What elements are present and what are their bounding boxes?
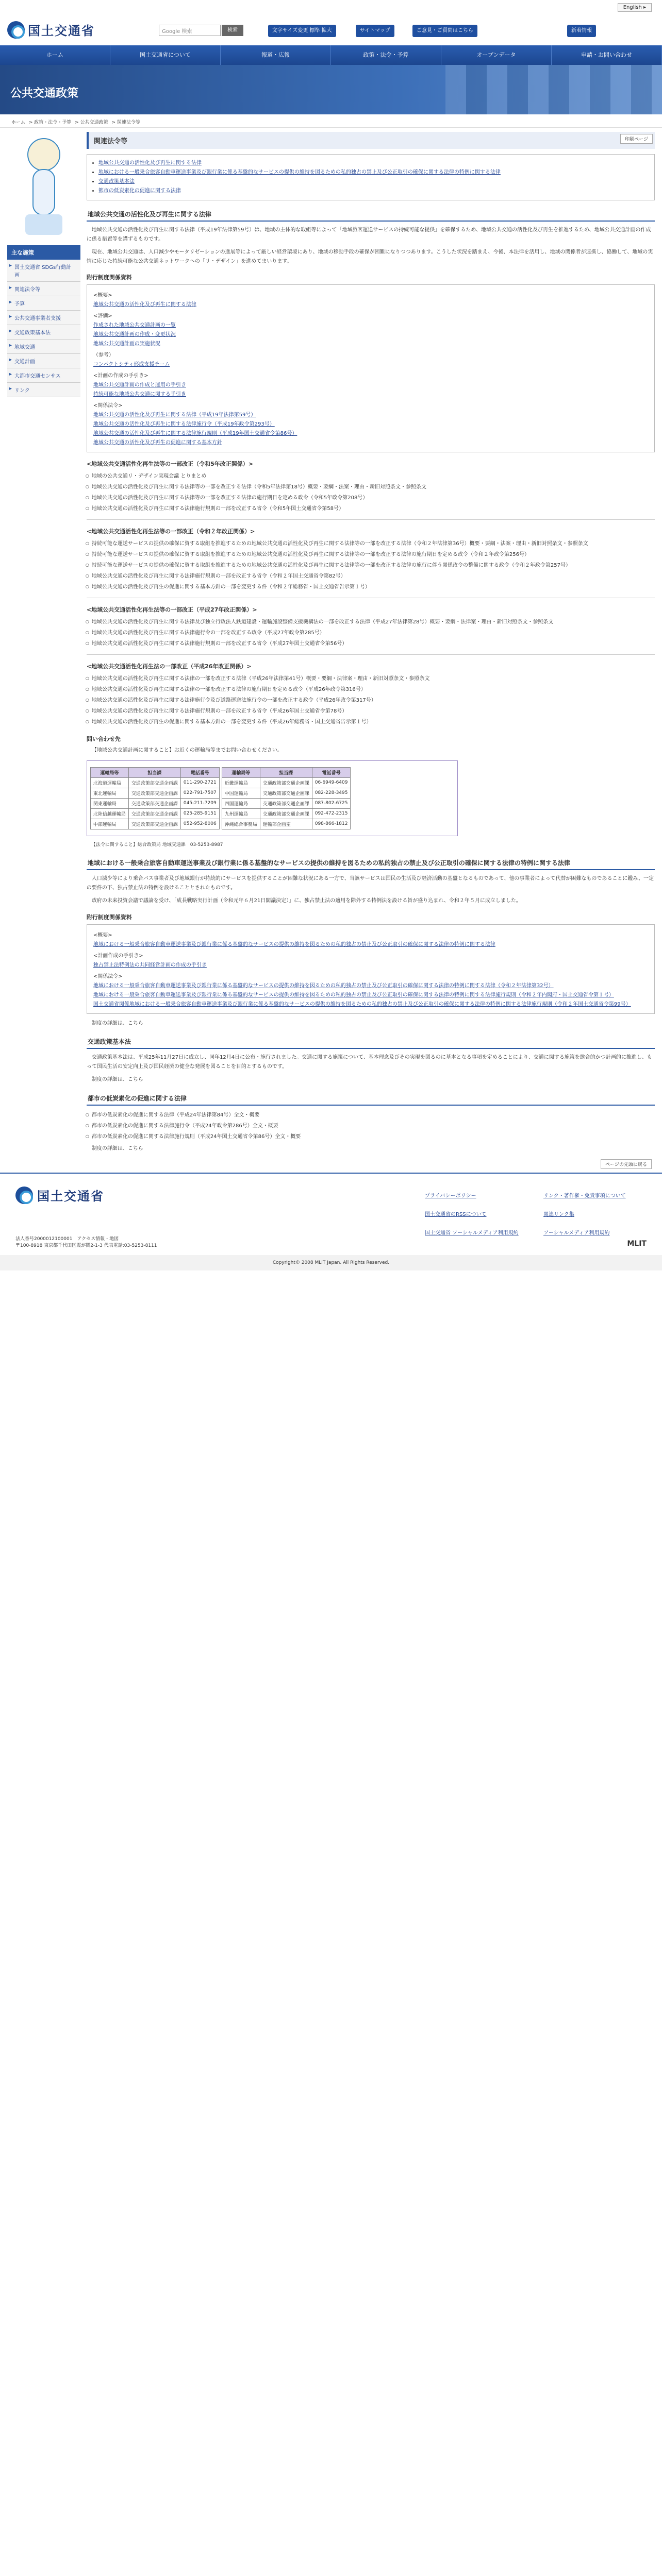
- site-header: [0, 15, 662, 45]
- section-title: 地域公共交通の活性化及び再生に関する法律: [87, 208, 655, 222]
- contact-table-left: [90, 767, 220, 829]
- resource-box: [87, 924, 655, 1014]
- subsection-title: 附行制度関係資料: [86, 274, 132, 281]
- list-item[interactable]: ○ 持続可能な運送サービスの提供の確保に資する取組を推進するための地域公共交通の活性化及び再生に関する法律等の一部を改正する法律の施行に伴う関係政令の整備に関する政令（令和２年政令第257号）: [87, 560, 655, 571]
- table-cell: 交通政策部交通企画課: [260, 808, 312, 819]
- table-row: [90, 808, 219, 819]
- mlit-logo-icon: [15, 1187, 33, 1204]
- search-button[interactable]: 検索: [222, 25, 243, 36]
- table-cell: 098-866-1812: [312, 819, 351, 829]
- box-label: <関係法令>: [93, 973, 123, 979]
- gnav-opendata[interactable]: オープンデータ: [441, 45, 552, 65]
- table-cell: 交通政策部交通企画課: [128, 808, 180, 819]
- list-item[interactable]: ○ 地域の公共交通リ・デザイン実現会議 とりまとめ: [87, 471, 655, 482]
- page-root: [0, 0, 662, 1270]
- footer-link[interactable]: 国土交通省 ソーシャルメディア利用規約: [425, 1230, 519, 1236]
- box-label: （参考）: [93, 352, 114, 358]
- site-footer: [0, 1162, 662, 1255]
- footer-address: 法人番号2000012100001 アクセス情報・地図: [15, 1236, 119, 1242]
- global-nav: [0, 45, 662, 65]
- section-paragraph: 政府の未来投資会議で議論を受け、「成長戦略実行計画（令和元年６月21日閣議決定）」に、独占禁止法の適用を除外する特例法を設ける旨が盛り込まれ、令和２年５月に成立しました。: [91, 898, 521, 904]
- divider: [87, 519, 655, 520]
- news-button[interactable]: 新着情報: [567, 25, 596, 37]
- resource-link[interactable]: 独占禁止法特例法の共同経営計画の作成の手引き: [93, 962, 207, 968]
- table-cell: 東北運輸局: [90, 788, 128, 798]
- table-cell: 092-472-2315: [312, 808, 351, 819]
- table-row: [222, 819, 351, 829]
- list-item[interactable]: ○ 地域公共交通の活性化及び再生に関する法律の一部を改正する法律の施行期日を定める政令（平成26年政令第316号）: [87, 684, 655, 695]
- table-row: [222, 808, 351, 819]
- list-item[interactable]: ○ 地域公共交通の活性化及び再生に関する法律施行規則の一部を改正する省令（平成26年国土交通省令第78号）: [87, 706, 655, 717]
- table-cell: 022-791-7507: [180, 788, 219, 798]
- table-row: [90, 788, 219, 798]
- resource-link[interactable]: 地域における一般乗合旅客自動車運送事業及び銀行業に係る基盤的なサービスの提供の維持を図るための私的独占の禁止及び公正取引の確保に関する法律の特例に関する法律: [93, 941, 495, 947]
- page-top-button[interactable]: ページの先頭に戻る: [601, 1159, 652, 1169]
- print-button[interactable]: 印刷ページ: [620, 134, 653, 144]
- sidebar-item-laws[interactable]: ▸ 関連法令等: [7, 282, 80, 296]
- footer-logo-text: 国土交通省: [37, 1189, 104, 1204]
- table-cell: 052-952-8006: [180, 819, 219, 829]
- list-item[interactable]: ○ 地域公共交通の活性化及び再生に関する法律等の一部を改正する法律（令和5年法律第18号）概要・要綱・法案・理由・新旧対照条文・参照条文: [87, 482, 655, 493]
- more-link[interactable]: 制度の詳細は、こちら: [91, 1145, 143, 1151]
- page-title-text: 関連法令等: [93, 138, 127, 145]
- table-cell: 交通政策部交通企画課: [128, 788, 180, 798]
- mlit-brand-logo: MLIT: [627, 1240, 647, 1248]
- resource-link[interactable]: 地域における一般乗合旅客自動車運送事業及び銀行業に係る基盤的なサービスの提供の維持を図るための私的独占の禁止及び公正取引の確保に関する法律の特例に関する法律施行規則（令和２年内閣府・国土交通省令第１号）: [93, 992, 614, 998]
- table-cell: 交通政策部交通企画課: [260, 788, 312, 798]
- sidebar-item-support[interactable]: ▸ 公共交通事業者支援: [7, 311, 80, 325]
- resource-link[interactable]: 地域公共交通の活性化及び再生に関する法律施行規則（平成19年国土交通省令第86号）: [93, 431, 297, 436]
- section-paragraph: 人口減少等により乗合バス事業者及び地域銀行が持続的にサービスを提供することが困難な状況にある一方で、当該サービスは国民の生活及び経済活動の基盤となるものであって、他の事業者によって代替が困難なものであることに鑑み、一定の要件の下、独占禁止法の特例を設けることとされたものです。: [86, 876, 654, 891]
- breadcrumb-item[interactable]: 公共交通政策: [80, 120, 108, 125]
- contact-table-right: [222, 767, 351, 829]
- search-input[interactable]: Google 検索: [159, 25, 221, 36]
- table-cell: 関東運輸局: [90, 798, 128, 808]
- content-layout: [0, 128, 662, 1157]
- table-cell: 交通政策部交通企画課: [260, 777, 312, 788]
- table-row: [90, 798, 219, 808]
- list-item[interactable]: ○ 地域公共交通の活性化及び再生に関する法律施行規則の一部を改正する省令（令和２年国土交通省令第82号）: [87, 571, 655, 582]
- section-title: 都市の低炭素化の促進に関する法律: [87, 1092, 655, 1106]
- list-item[interactable]: ○ 都市の低炭素化の促進に関する法律（平成24年法律第84号）全文・概要: [87, 1110, 655, 1121]
- table-cell: 北陸信越運輸局: [90, 808, 128, 819]
- column-header: 担当課: [128, 767, 180, 777]
- table-cell: 中国運輸局: [222, 788, 260, 798]
- column-header: 電話番号: [312, 767, 351, 777]
- section-paragraph: 現在、地域公共交通は、人口減少やモータリゼーションの進展等によって厳しい経営環境にあり、地域の移動手段の確保が困難になりつつあります。こうした状況を踏まえ、今後、本法律を活用し、地域の関係者が連携し、協働して、地域の実情に応じた持続可能な公共交通ネットワークへの「リ・デザイン」を進めてまいります。: [86, 249, 653, 264]
- divider: [87, 654, 655, 655]
- resource-box: [87, 284, 655, 452]
- resource-link[interactable]: 国土交通省関係地域における一般乗合旅客自動車運送事業及び銀行業に係る基盤的なサービスの提供の維持を図るための私的独占の禁止及び公正取引の確保に関する法律の特例に関する法律施行規則（令和２年国土交通省令第99号）: [93, 1001, 631, 1007]
- resource-link[interactable]: 地域公共交通計画の作成と運用の手引き: [93, 382, 186, 388]
- inquiry-button[interactable]: ご意見・ご質問はこちら: [412, 25, 477, 37]
- table-cell: 交通政策部交通企画課: [128, 777, 180, 788]
- subsection-title: 附行制度関係資料: [86, 913, 132, 921]
- resource-link[interactable]: 地域公共交通計画の作成・変更状況: [93, 332, 176, 337]
- subsection-title: 問い合わせ先: [86, 736, 121, 742]
- section-paragraph: 地域公共交通の活性化及び再生に関する法律（平成19年法律第59号）は、地域の主体的な取組等によって「地域旅客運送サービスの持続可能な提供」を確保するため、地域公共交通の活性化及び再生を推進するため、地域公共交通計画の作成に係る措置等を講ずるものです。: [86, 227, 651, 242]
- resource-link[interactable]: 地域公共交通の活性化及び再生に関する法律: [93, 302, 196, 308]
- breadcrumb: ホーム > 政策・法令・予算 > 公共交通政策 > 関連法令等: [0, 114, 662, 128]
- gnav-home[interactable]: ホーム: [0, 45, 110, 65]
- box-label: <評価>: [93, 313, 112, 319]
- table-cell: 交通政策部交通企画課: [128, 798, 180, 808]
- table-cell: 中部運輸局: [90, 819, 128, 829]
- toc-item[interactable]: [98, 159, 648, 168]
- gnav-press[interactable]: 報道・広報: [221, 45, 331, 65]
- footer-link[interactable]: リンク・著作権・免責事項について: [543, 1193, 626, 1199]
- english-link[interactable]: English ▸: [618, 3, 652, 12]
- mascot-illustration: [15, 132, 73, 240]
- list-item[interactable]: ○ 地域公共交通の活性化及び再生に関する法律及び独立行政法人鉄道建設・運輸施設整備支援機構法の一部を改正する法律（平成27年法律第28号）概要・要綱・法律案・理由・新旧対照条文・参照条文: [87, 617, 655, 628]
- breadcrumb-current: 関連法令等: [117, 120, 140, 125]
- breadcrumb-item[interactable]: 政策・法令・予算: [34, 120, 72, 125]
- sidebar-item-links[interactable]: ▸ リンク: [7, 383, 80, 397]
- resource-link[interactable]: 作成された地域公共交通計画の一覧: [93, 323, 176, 328]
- subsection-title: <地域公共交通活性化再生法の一部改正（平成26年改正関係）>: [86, 663, 252, 670]
- toc-item[interactable]: [98, 187, 648, 196]
- gnav-about[interactable]: 国土交通省について: [110, 45, 221, 65]
- box-label: <概要>: [93, 932, 112, 938]
- sidebar-item-budget[interactable]: ▸ 予算: [7, 296, 80, 311]
- footer-link[interactable]: 国土交通省のRSSについて: [425, 1212, 487, 1218]
- table-cell: 082-228-3495: [312, 788, 351, 798]
- toc-link[interactable]: 都市の低炭素化の促進に関する法律: [98, 188, 181, 194]
- table-cell: 087-802-6725: [312, 798, 351, 808]
- column-header: 運輸局等: [90, 767, 128, 777]
- subsection-title: <地域公共交通活性化再生法等の一部改正（平成27年改正関係）>: [86, 606, 257, 613]
- column-header: 担当課: [260, 767, 312, 777]
- breadcrumb-item[interactable]: ホーム: [11, 120, 26, 125]
- subsection-title: <地域公共交通活性化再生法等の一部改正（令和２年改正関係）>: [86, 528, 255, 535]
- table-cell: 045-211-7209: [180, 798, 219, 808]
- toc-link[interactable]: 交通政策基本法: [98, 179, 135, 184]
- gnav-apply[interactable]: 申請・お問い合わせ: [552, 45, 662, 65]
- toc-item[interactable]: [98, 168, 648, 177]
- column-header: 運輸局等: [222, 767, 260, 777]
- table-cell: 025-285-9151: [180, 808, 219, 819]
- main-content: [80, 128, 655, 1157]
- table-cell: 四国運輸局: [222, 798, 260, 808]
- section-title: 交通政策基本法: [87, 1035, 655, 1049]
- sidebar-item-local[interactable]: ▸ 地域交通: [7, 340, 80, 354]
- resource-link[interactable]: 地域における一般乗合旅客自動車運送事業及び銀行業に係る基盤的なサービスの提供の維持を図るための私的独占の禁止及び公正取引の確保に関する法律の特例に関する法律（令和２年法律第32号）: [93, 982, 554, 989]
- footer-link[interactable]: ソーシャルメディア利用規約: [543, 1230, 610, 1236]
- sidebar-item-sdgs[interactable]: ▸ 国土交通省 SDGs行動計画: [7, 260, 80, 282]
- resource-link[interactable]: コンパクトシティ形成支援チーム: [93, 362, 170, 367]
- table-row: [90, 777, 219, 788]
- column-header: 電話番号: [180, 767, 219, 777]
- table-cell: 交通政策部交通企画課: [128, 819, 180, 829]
- table-cell: 九州運輸局: [222, 808, 260, 819]
- more-link[interactable]: 制度の詳細は、こちら: [91, 1020, 143, 1026]
- table-cell: 011-290-2721: [180, 777, 219, 788]
- sitemap-button[interactable]: サイトマップ: [356, 25, 394, 37]
- list-item[interactable]: ○ 地域公共交通の活性化及び再生に関する法律施行規則の一部を改正する省令（平成27年国土交通省令第56号）: [87, 638, 655, 649]
- mascot-body: [32, 169, 55, 215]
- list-item[interactable]: ○ 持続可能な運送サービスの提供の確保に資する取組を推進するための地域公共交通の活性化及び再生に関する法律等の一部を改正する法律（令和２年法律第36号）概要・要綱・法案・理由・新旧対照条文・参照条文: [87, 538, 655, 549]
- mascot-base: [25, 214, 62, 235]
- page-title: [87, 132, 655, 149]
- list-item[interactable]: ○ 都市の低炭素化の促進に関する法律施行令（平成24年政令第286号）全文・概要: [87, 1121, 655, 1131]
- table-row: [222, 798, 351, 808]
- sidebar-item-census[interactable]: ▸ 大都市交通センサス: [7, 368, 80, 383]
- footer-links: [425, 1186, 647, 1243]
- list-item[interactable]: ○ 地域公共交通の活性化及び再生に関する法律等の一部を改正する法律の施行期日を定める政令（令和5年政令第208号）: [87, 493, 655, 503]
- site-logo[interactable]: [7, 21, 95, 39]
- box-label: <計画の作成の手引き>: [93, 373, 148, 379]
- table-cell: 北海道運輸局: [90, 777, 128, 788]
- section-paragraph: 交通政策基本法は、平成25年11月27日に成立し、同年12月4日に公布・施行されました。交通に関する施策について、基本理念及びその実現を図るのに基本となる事項を定めることにより、交通に関する施策を総合的かつ計画的に推進し、もって国民生活の安定向上及び国民経済の健全な発展を図ることを目的とするものです。: [86, 1055, 652, 1070]
- footer-link[interactable]: 関連リンク集: [543, 1212, 574, 1218]
- logo-text: 国土交通省: [28, 24, 95, 38]
- table-row: [222, 788, 351, 798]
- table-cell: 06-6949-6409: [312, 777, 351, 788]
- resource-link[interactable]: 地域公共交通の活性化及び再生の促進に関する基本方針: [93, 440, 222, 446]
- box-label: <概要>: [93, 293, 112, 298]
- resource-link[interactable]: 持続可能な地域公共交通に関する手引き: [93, 392, 186, 397]
- table-cell: 運輸部企画室: [260, 819, 312, 829]
- subsection-title: <地域公共交通活性化再生法等の一部改正（令和5年改正関係）>: [86, 461, 253, 467]
- footer-left: [15, 1186, 157, 1249]
- table-row: [222, 777, 351, 788]
- box-label: <関係法令>: [93, 403, 123, 409]
- resource-link[interactable]: 地域公共交通の活性化及び再生に関する法律施行令（平成19年政令第293号）: [93, 421, 275, 427]
- list-item[interactable]: ○ 地域公共交通の活性化及び再生の促進に関する基本方針の一部を変更する件（平成26年総務省・国土交通省告示第１号）: [87, 717, 655, 727]
- sidebar: [7, 128, 80, 1157]
- footer-link[interactable]: プライバシーポリシー: [425, 1193, 476, 1199]
- footer-address: 〒100-8918 東京都千代田区霞が関2-1-3 代表電話:03-5253-8111: [15, 1243, 157, 1249]
- resource-link[interactable]: 地域公共交通の活性化及び再生に関する法律（平成19年法律第59号）: [93, 412, 256, 418]
- table-cell: 沖縄総合事務局: [222, 819, 260, 829]
- resource-link[interactable]: 地域公共交通計画の実施状況: [93, 341, 160, 347]
- table-row: [90, 819, 219, 829]
- sidebar-item-basic-act[interactable]: ▸ 交通政策基本法: [7, 325, 80, 340]
- table-header-row: [90, 767, 219, 777]
- list-item[interactable]: ○ 都市の低炭素化の促進に関する法律施行規則（平成24年国土交通省令第86号）全文・概要: [87, 1131, 655, 1142]
- copyright: Copyright© 2008 MLIT Japan. All Rights Reserved.: [0, 1255, 662, 1270]
- list-item[interactable]: ○ 持続可能な運送サービスの提供の確保に資する取組を推進するための地域公共交通の活性化及び再生に関する法律等の一部を改正する法律の施行期日を定める政令（令和２年政令第256号）: [87, 549, 655, 560]
- gnav-policy[interactable]: 政策・法令・予算: [331, 45, 441, 65]
- list-item[interactable]: ○ 地域公共交通の活性化及び再生に関する法律施行令の一部を改正する政令（平成27年政令第285号）: [87, 628, 655, 638]
- table-header-row: [222, 767, 351, 777]
- section-banner: [0, 65, 662, 114]
- list-item[interactable]: ○ 地域公共交通の活性化及び再生に関する法律施行令及び道路運送法施行令の一部を改正する政令（平成26年政令第317号）: [87, 695, 655, 706]
- list-item[interactable]: ○ 地域公共交通の活性化及び再生に関する法律施行規則の一部を改正する省令（令和5年国土交通省令第58号）: [87, 503, 655, 514]
- banner-image: [445, 65, 662, 114]
- toc-link[interactable]: 地域における一般乗合旅客自動車運送事業及び銀行業に係る基盤的なサービスの提供の維持を図るための私的独占の禁止及び公正取引の確保に関する法律の特例に関する法律: [98, 170, 501, 175]
- table-of-contents: [87, 154, 655, 200]
- section-title: 地域における一般乗合旅客自動車運送事業及び銀行業に係る基盤的なサービスの提供の維持を図るための私的独占の禁止及び公正取引の確保に関する法律の特例に関する法律: [87, 856, 655, 870]
- sidebar-item-planning[interactable]: ▸ 交通計画: [7, 354, 80, 368]
- toc-item[interactable]: [98, 177, 648, 187]
- more-link[interactable]: 制度の詳細は、こちら: [91, 1077, 143, 1083]
- list-item[interactable]: ○ 地域公共交通の活性化及び再生の促進に関する基本方針の一部を変更する件（令和２年総務省・国土交通省告示第１号）: [87, 582, 655, 592]
- list-item[interactable]: ○ 地域公共交通の活性化及び再生に関する法律の一部を改正する法律（平成26年法律第41号）概要・要綱・法律案・理由・新旧対照条文・参照条文: [87, 673, 655, 684]
- box-label: <計画作成の手引き>: [93, 953, 143, 959]
- table-cell: 近畿運輸局: [222, 777, 260, 788]
- mascot-head: [27, 138, 60, 171]
- font-size-control[interactable]: 文字サイズ変更 標準 拡大: [268, 25, 336, 37]
- footer-logo[interactable]: [15, 1186, 157, 1204]
- table-cell: 交通政策部交通企画課: [260, 798, 312, 808]
- contact-tables: [87, 760, 458, 836]
- banner-title: 公共交通政策: [10, 87, 79, 100]
- toc-link[interactable]: 地域公共交通の活性化及び再生に関する法律: [98, 160, 202, 166]
- mlit-logo-icon: [7, 21, 25, 39]
- contact-text: 【地域公共交通計画に関すること】お近くの運輸局等までお問い合わせください。: [91, 748, 283, 753]
- sidebar-title: 主な施策: [7, 245, 80, 260]
- language-bar: [0, 0, 662, 15]
- contact-dept: 【法令に関すること】総合政策局 地域交通課 03-5253-8987: [91, 842, 223, 848]
